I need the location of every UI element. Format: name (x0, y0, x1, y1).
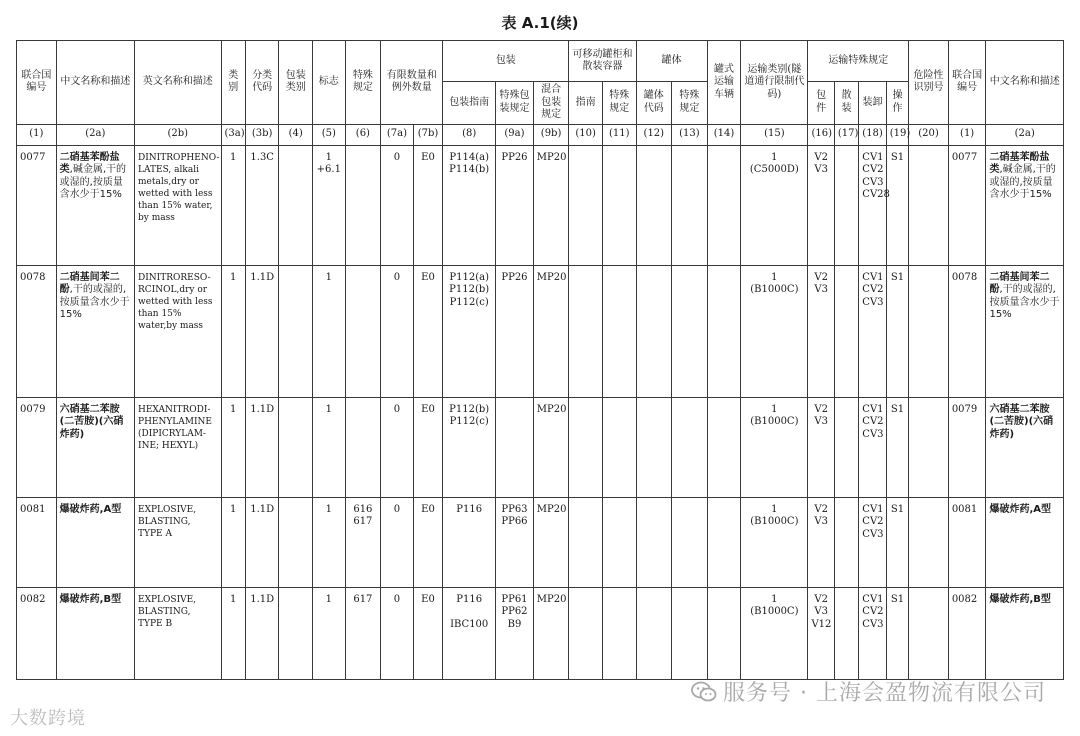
class-cell: 1 (221, 397, 245, 497)
column-number: (11) (602, 124, 636, 145)
loading-cell-line: CV1 (862, 271, 884, 283)
dangerous-goods-table (16, 40, 1064, 680)
header-st-operation: 操作 (886, 82, 908, 125)
header-pkg-instr: 包装指南 (443, 82, 496, 125)
hazard-id-cell (909, 265, 949, 397)
labels-cell (313, 497, 346, 587)
packages-cell-line: V2 (814, 503, 828, 515)
loading-cell (859, 265, 886, 397)
labels-cell-line: 1 (325, 503, 332, 515)
column-number: (3b) (245, 124, 279, 145)
portable-instr-cell (569, 587, 603, 679)
limited-qty-cell: 0 (381, 145, 414, 265)
watermark-text: 服务号 · 上海会盈物流有限公司 (723, 681, 1046, 706)
portable-special-cell (602, 397, 636, 497)
header-packaging: 包装 (443, 41, 569, 82)
operation-cell: S1 (886, 497, 908, 587)
tank-special-cell (672, 497, 708, 587)
header-tank: 罐体 (636, 41, 707, 82)
bulk-cell (834, 497, 858, 587)
table-row (17, 397, 1064, 497)
class-cell: 1 (221, 587, 245, 679)
special-packing-cell-line: PP26 (501, 151, 528, 163)
packages-cell (808, 145, 834, 265)
transport-category-cell (741, 497, 808, 587)
header-class: 类别 (221, 41, 245, 125)
header-tank-vehicle: 罐式运输车辆 (707, 41, 741, 125)
table-title: 表 A.1(续) (501, 14, 579, 32)
special-provisions-cell-line: 617 (353, 593, 373, 605)
header-st-loading: 装卸 (859, 82, 886, 125)
tank-vehicle-cell (707, 145, 741, 265)
portable-special-cell (602, 587, 636, 679)
mixed-packing-cell: MP20 (533, 587, 569, 679)
header-special: 特殊规定 (345, 41, 381, 125)
packing-instruction-cell-line: P112(a) (449, 271, 489, 283)
column-number: (2a) (986, 124, 1064, 145)
column-number: (4) (279, 124, 313, 145)
packages-cell-line: V2 (814, 151, 828, 163)
limited-qty-cell: 0 (381, 397, 414, 497)
portable-instr-cell (569, 397, 603, 497)
packages-cell (808, 265, 834, 397)
un-number-cell: 0081 (17, 497, 57, 587)
cn-name-cell-2-bold: 爆破炸药,B型 (989, 593, 1051, 605)
packing-instruction-cell (443, 145, 496, 265)
class-code-cell: 1.3C (245, 145, 279, 265)
class-cell: 1 (221, 145, 245, 265)
column-number: (12) (636, 124, 672, 145)
header-un-no-2: 联合国编号 (948, 41, 986, 125)
operation-cell: S1 (886, 397, 908, 497)
packages-cell (808, 587, 834, 679)
packages-cell-line: V2 (814, 271, 828, 283)
packing-instruction-cell-line: P112(c) (449, 296, 489, 308)
column-number: (19) (886, 124, 908, 145)
packages-cell-line: V3 (814, 606, 828, 617)
packing-instruction-cell-line: P112(b) (449, 403, 490, 415)
loading-cell-line: CV2 (862, 284, 884, 295)
limited-qty-cell: 0 (381, 587, 414, 679)
cn-name-cell-2-bold: 六硝基二苯胺(二苦胺)(六硝炸药) (989, 403, 1054, 440)
loading-cell-line: CV2 (862, 416, 884, 427)
cn-name-cell-bold: 爆破炸药,B型 (59, 593, 122, 605)
packing-instruction-cell (443, 397, 496, 497)
portable-instr-cell (569, 497, 603, 587)
un-number-cell: 0079 (17, 397, 57, 497)
class-cell: 1 (221, 497, 245, 587)
operation-cell: S1 (886, 265, 908, 397)
column-number: (2b) (135, 124, 221, 145)
cn-name-cell-rest: ,干的或湿的,按质量含水少于15% (59, 284, 130, 320)
portable-instr-cell (569, 265, 603, 397)
special-packing-cell-line: PP61 (501, 593, 528, 605)
packing-instruction-cell-line: P112(b) (449, 284, 490, 295)
loading-cell-line: CV2 (862, 164, 884, 175)
header-pkg-mixed: 混合包装规定 (533, 82, 569, 125)
tank-code-cell (636, 587, 672, 679)
watermark (691, 676, 1046, 707)
class-code-cell: 1.1D (245, 587, 279, 679)
loading-cell-line: CV3 (862, 618, 884, 630)
operation-cell: S1 (886, 587, 908, 679)
mixed-packing-cell: MP20 (533, 497, 569, 587)
cn-name-cell (56, 587, 134, 679)
packages-cell-line: V2 (814, 403, 828, 415)
loading-cell-line: CV2 (862, 606, 884, 617)
pack-group-cell (279, 587, 313, 679)
un-number-cell: 0077 (17, 145, 57, 265)
special-provisions-cell (345, 397, 381, 497)
table-row (17, 497, 1064, 587)
header-tank-code: 罐体代码 (636, 82, 672, 125)
tank-vehicle-cell (707, 587, 741, 679)
special-packing-cell-line: PP62 (501, 606, 528, 617)
loading-cell (859, 497, 886, 587)
packing-instruction-cell-line: P114(b) (449, 164, 490, 175)
mixed-packing-cell: MP20 (533, 145, 569, 265)
portable-instr-cell (569, 145, 603, 265)
transport-category-cell-line: 1 (771, 271, 778, 283)
tank-special-cell (672, 145, 708, 265)
un-number-cell: 0078 (17, 265, 57, 397)
bulk-cell (834, 397, 858, 497)
un-number-cell-2: 0078 (948, 265, 986, 397)
labels-cell-line: 1 (325, 151, 332, 163)
bulk-cell (834, 265, 858, 397)
tank-special-cell (672, 397, 708, 497)
en-name-cell: EXPLOSIVE, BLASTING, TYPE B (135, 587, 221, 679)
packing-instruction-cell (443, 587, 496, 679)
cn-name-cell-bold: 六硝基二苯胺(二苦胺)(六硝炸药) (59, 403, 124, 440)
loading-cell-line: CV3 (862, 428, 884, 440)
portable-special-cell (602, 497, 636, 587)
packages-cell-line: V12 (811, 618, 832, 630)
cn-name-cell-2-rest: ,碱金属,干的或湿的,按质量含水少于15% (989, 164, 1056, 200)
header-labels: 标志 (313, 41, 346, 125)
cn-name-cell-bold: 二硝基间苯二酚 (59, 271, 120, 295)
en-name-cell: DINITRORESO-RCINOL,dry or wetted with less than 15% water,by mass (135, 265, 221, 397)
bulk-cell (834, 145, 858, 265)
special-provisions-cell (345, 145, 381, 265)
special-packing-cell (496, 397, 534, 497)
column-number: (17) (834, 124, 858, 145)
limited-qty-cell: 0 (381, 497, 414, 587)
column-number: (3a) (221, 124, 245, 145)
portable-special-cell (602, 145, 636, 265)
special-packing-cell-line: PP26 (501, 271, 528, 283)
loading-cell-line: CV1 (862, 403, 884, 415)
special-packing-cell (496, 145, 534, 265)
header-pack-group: 包装类别 (279, 41, 313, 125)
header-portable: 可移动罐柜和散装容器 (569, 41, 636, 82)
packing-instruction-cell-line: IBC100 (450, 618, 489, 630)
cn-name-cell (56, 265, 134, 397)
loading-cell-line: CV3 (862, 296, 884, 308)
hazard-id-cell (909, 145, 949, 265)
wechat-icon (691, 681, 717, 703)
packages-cell-line: V3 (814, 416, 828, 427)
mixed-packing-cell: MP20 (533, 265, 569, 397)
transport-category-cell-line: 1 (771, 403, 778, 415)
packing-instruction-cell-line: P116 (456, 503, 483, 515)
header-st-bulk: 散装 (834, 82, 858, 125)
special-provisions-cell (345, 497, 381, 587)
hazard-id-cell (909, 397, 949, 497)
en-name-cell: EXPLOSIVE, BLASTING, TYPE A (135, 497, 221, 587)
limited-qty-cell: 0 (381, 265, 414, 397)
transport-category-cell-line: 1 (771, 593, 778, 605)
pack-group-cell (279, 397, 313, 497)
packages-cell-line: V3 (814, 164, 828, 175)
cn-name-cell-2 (986, 265, 1064, 397)
cn-name-cell-2-bold: 爆破炸药,A型 (989, 503, 1051, 515)
transport-category-cell-line: (B1000C) (750, 416, 799, 427)
tank-code-cell (636, 265, 672, 397)
tank-vehicle-cell (707, 265, 741, 397)
class-code-cell: 1.1D (245, 265, 279, 397)
special-packing-cell (496, 587, 534, 679)
pack-group-cell (279, 497, 313, 587)
operation-cell: S1 (886, 145, 908, 265)
un-number-cell-2: 0081 (948, 497, 986, 587)
header-st-packages: 包件 (808, 82, 834, 125)
packing-instruction-cell (443, 265, 496, 397)
column-number: (10) (569, 124, 603, 145)
packages-cell-line: V3 (814, 516, 828, 527)
special-packing-cell (496, 497, 534, 587)
loading-cell-line: CV3 (862, 176, 884, 188)
loading-cell-line: CV2 (862, 516, 884, 527)
labels-cell (313, 397, 346, 497)
un-number-cell-2: 0077 (948, 145, 986, 265)
column-number: (9a) (496, 124, 534, 145)
header-un-no: 联合国编号 (17, 41, 57, 125)
column-number: (14) (707, 124, 741, 145)
transport-category-cell (741, 145, 808, 265)
loading-cell (859, 397, 886, 497)
special-provisions-cell (345, 265, 381, 397)
cn-name-cell-2-bold: 二硝基间苯二酚 (989, 271, 1050, 295)
transport-category-cell (741, 587, 808, 679)
column-number: (9b) (533, 124, 569, 145)
special-packing-cell (496, 265, 534, 397)
excepted-qty-cell: E0 (413, 145, 443, 265)
loading-cell-line: CV3 (862, 528, 884, 540)
header-tank-special: 特殊规定 (672, 82, 708, 125)
packing-instruction-cell (443, 497, 496, 587)
special-packing-cell-line: B9 (507, 618, 522, 630)
header-en-name: 英文名称和描述 (135, 41, 221, 125)
column-number: (13) (672, 124, 708, 145)
packing-instruction-cell-line: P112(c) (449, 416, 489, 427)
packing-instruction-cell-line (446, 606, 492, 619)
header-port-instr: 指南 (569, 82, 603, 125)
tank-code-cell (636, 397, 672, 497)
transport-category-cell-line: 1 (771, 503, 778, 515)
excepted-qty-cell: E0 (413, 587, 443, 679)
class-cell: 1 (221, 265, 245, 397)
special-packing-cell-line: PP66 (501, 516, 528, 527)
tank-special-cell (672, 587, 708, 679)
excepted-qty-cell: E0 (413, 397, 443, 497)
un-number-cell-2: 0082 (948, 587, 986, 679)
cn-name-cell (56, 397, 134, 497)
packing-instruction-cell-line: P116 (456, 593, 483, 605)
table-row (17, 587, 1064, 679)
column-number: (6) (345, 124, 381, 145)
packages-cell-line: V2 (814, 593, 828, 605)
column-number: (8) (443, 124, 496, 145)
cn-name-cell-2 (986, 587, 1064, 679)
column-number: (15) (741, 124, 808, 145)
column-number: (1) (948, 124, 986, 145)
cn-name-cell-2 (986, 145, 1064, 265)
table-row (17, 145, 1064, 265)
labels-cell-line: 1 (325, 593, 332, 605)
column-number: (20) (909, 124, 949, 145)
transport-category-cell-line: (B1000C) (750, 606, 799, 617)
column-number: (7b) (413, 124, 443, 145)
cn-name-cell-rest: ,碱金属,干的或湿的,按质量含水少于15% (59, 164, 127, 200)
labels-cell (313, 145, 346, 265)
en-name-cell: HEXANITRODI-PHENYLAMINE (DIPICRYLAM-INE; HEXYL) (135, 397, 221, 497)
pack-group-cell (279, 145, 313, 265)
bulk-cell (834, 587, 858, 679)
table-row (17, 265, 1064, 397)
hazard-id-cell (909, 587, 949, 679)
header-cn-name-2: 中文名称和描述 (986, 41, 1064, 125)
transport-category-cell-line: 1 (771, 151, 778, 163)
class-code-cell: 1.1D (245, 397, 279, 497)
tank-vehicle-cell (707, 497, 741, 587)
en-name-cell: DINITROPHENO-LATES, alkali metals,dry or wetted with less than 15% water, by mass (135, 145, 221, 265)
labels-cell-line: 1 (325, 403, 332, 415)
mixed-packing-cell: MP20 (533, 397, 569, 497)
labels-cell-line: 1 (325, 271, 332, 283)
hazard-id-cell (909, 497, 949, 587)
transport-category-cell (741, 397, 808, 497)
class-code-cell: 1.1D (245, 497, 279, 587)
header-port-special: 特殊规定 (602, 82, 636, 125)
column-number: (7a) (381, 124, 414, 145)
special-provisions-cell (345, 587, 381, 679)
watermark-2: 大数跨境 (10, 708, 86, 729)
column-number: (16) (808, 124, 834, 145)
loading-cell (859, 145, 890, 265)
pack-group-cell (279, 265, 313, 397)
cn-name-cell-2 (986, 497, 1064, 587)
transport-category-cell-line: (C5000D) (749, 164, 799, 175)
column-number: (18) (859, 124, 886, 145)
loading-cell-line: CV1 (862, 503, 884, 515)
transport-category-cell (741, 265, 808, 397)
labels-cell (313, 587, 346, 679)
packages-cell (808, 497, 834, 587)
cn-name-cell-2 (986, 397, 1064, 497)
cn-name-cell-bold: 二硝基苯酚盐类 (59, 151, 120, 175)
tank-special-cell (672, 265, 708, 397)
packing-instruction-cell-line: P114(a) (449, 151, 489, 163)
excepted-qty-cell: E0 (413, 497, 443, 587)
loading-cell-line: CV1 (862, 593, 884, 605)
labels-cell-line: +6.1 (316, 164, 341, 175)
header-transport-cat: 运输类别(隧道通行限制代码) (741, 41, 808, 125)
special-provisions-cell-line: 617 (353, 516, 373, 527)
tank-vehicle-cell (707, 397, 741, 497)
header-hazard-id: 危险性识别号 (909, 41, 949, 125)
excepted-qty-cell: E0 (413, 265, 443, 397)
header-special-transport: 运输特殊规定 (808, 41, 909, 82)
cn-name-cell-2-rest: ,干的或湿的,按质量含水少于15% (989, 284, 1060, 320)
column-number: (5) (313, 124, 346, 145)
loading-cell-line: CV28 (862, 189, 890, 200)
loading-cell-line: CV1 (862, 151, 884, 163)
special-provisions-cell-line: 616 (353, 503, 373, 515)
special-packing-cell-line: PP63 (501, 503, 528, 515)
labels-cell (313, 265, 346, 397)
tank-code-cell (636, 145, 672, 265)
header-limited: 有限数量和例外数量 (381, 41, 443, 125)
cn-name-cell-2-bold: 二硝基苯酚盐类 (989, 151, 1050, 175)
cn-name-cell (56, 145, 134, 265)
column-number-row (17, 124, 1064, 145)
packages-cell (808, 397, 834, 497)
header-pkg-special: 特殊包装规定 (496, 82, 534, 125)
column-number: (1) (17, 124, 57, 145)
cn-name-cell-bold: 爆破炸药,A型 (59, 503, 122, 515)
tank-code-cell (636, 497, 672, 587)
cn-name-cell (56, 497, 134, 587)
un-number-cell: 0082 (17, 587, 57, 679)
un-number-cell-2: 0079 (948, 397, 986, 497)
loading-cell (859, 587, 886, 679)
portable-special-cell (602, 265, 636, 397)
header-class-code: 分类代码 (245, 41, 279, 125)
transport-category-cell-line: (B1000C) (750, 284, 799, 295)
packages-cell-line: V3 (814, 284, 828, 295)
transport-category-cell-line: (B1000C) (750, 516, 799, 527)
header-cn-name: 中文名称和描述 (56, 41, 134, 125)
column-number: (2a) (56, 124, 134, 145)
